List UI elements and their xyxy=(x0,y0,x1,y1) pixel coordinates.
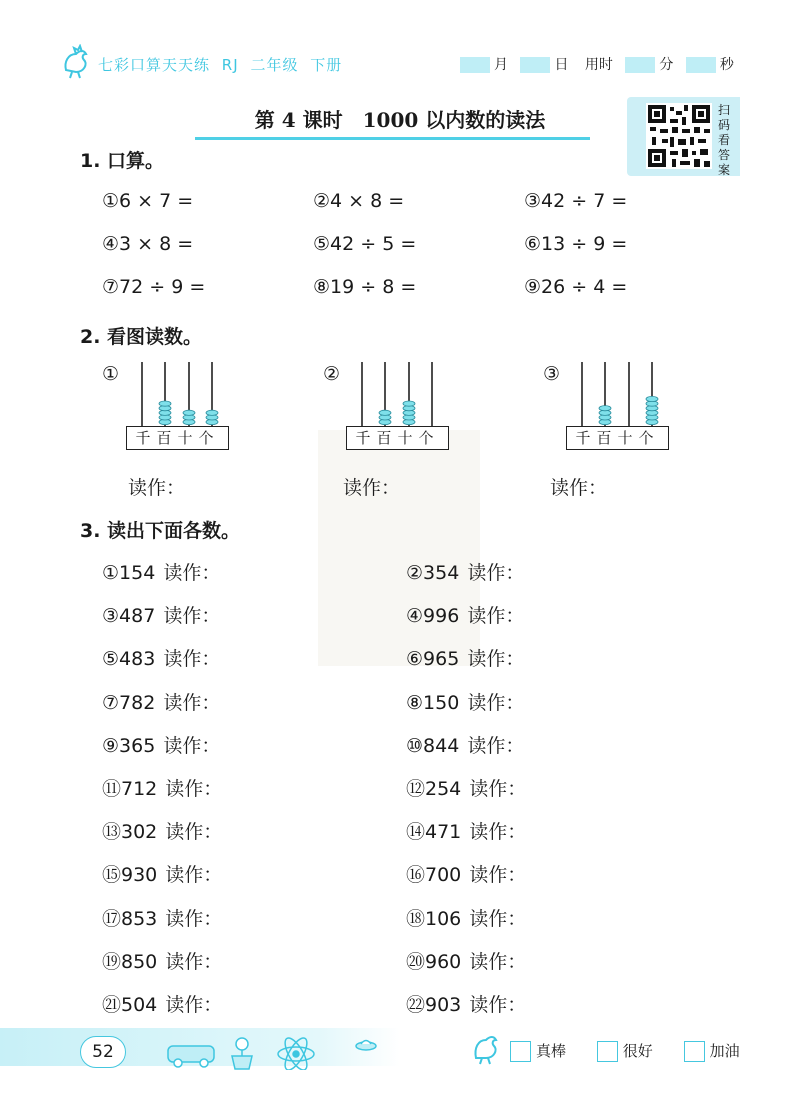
problem-8: ⑧19 ÷ 8 = xyxy=(313,276,417,298)
atom-icon xyxy=(278,1036,314,1070)
problem-1: ①6 × 7 = xyxy=(102,190,194,212)
second-label: 秒 xyxy=(719,57,734,73)
abacus-1-marker: ① xyxy=(102,363,120,385)
read-as-label: 读作： xyxy=(165,864,223,887)
number-value: ㉑504 xyxy=(102,994,158,1016)
number-reading-item xyxy=(406,817,526,844)
problem-5: ⑤42 ÷ 5 = xyxy=(313,233,417,255)
edition-label: RJ xyxy=(221,56,239,74)
number-value: ⑦782 xyxy=(102,691,156,714)
read-as-label: 读作： xyxy=(469,821,527,844)
second-box[interactable] xyxy=(686,57,716,73)
series-header xyxy=(98,54,348,75)
number-reading-item xyxy=(406,947,526,974)
read-as-label: 读作： xyxy=(469,950,527,973)
abacus-1-read-label: 读作： xyxy=(128,477,186,499)
number-reading-item xyxy=(406,601,524,628)
date-time-row xyxy=(460,54,742,74)
read-as-label: 读作： xyxy=(163,648,221,671)
number-reading-item xyxy=(406,688,524,715)
number-value: ⑫254 xyxy=(406,778,462,800)
day-box[interactable] xyxy=(520,57,550,73)
number-value: ④996 xyxy=(406,605,460,628)
abacus-bead xyxy=(159,401,171,406)
read-as-label: 读作： xyxy=(163,605,221,628)
number-value: ⑲850 xyxy=(102,950,158,973)
read-as-label: 读作： xyxy=(467,734,525,757)
abacus-bead xyxy=(599,406,611,411)
read-as-label: 读作： xyxy=(163,562,221,584)
number-value: ⑰853 xyxy=(102,907,158,930)
footer-decoration-icons xyxy=(166,1036,386,1070)
number-value: ①154 xyxy=(102,562,156,584)
number-reading-item xyxy=(102,860,222,887)
abacus-2-place-labels: 千百十个 xyxy=(346,426,449,450)
read-as-label: 读作： xyxy=(163,734,221,757)
number-reading-item xyxy=(406,774,526,801)
number-reading-item xyxy=(102,774,222,801)
rating-keep-going-checkbox[interactable] xyxy=(684,1041,705,1062)
number-reading-item xyxy=(406,731,524,758)
number-reading-item xyxy=(406,904,526,931)
ufo-icon xyxy=(356,1041,376,1051)
number-reading-item xyxy=(102,688,220,715)
lesson-title: 第 4 课时 1000 以内数的读法 xyxy=(254,108,546,132)
number-reading-item xyxy=(102,817,222,844)
number-value: ⑥965 xyxy=(406,648,460,671)
number-reading-item xyxy=(102,731,220,758)
read-as-label: 读作： xyxy=(165,994,223,1016)
rating-great[interactable] xyxy=(510,1042,566,1060)
number-value: ⑮930 xyxy=(102,864,158,887)
problem-4: ④3 × 8 = xyxy=(102,233,194,255)
problem-2: ②4 × 8 = xyxy=(313,190,405,212)
read-as-label: 读作： xyxy=(467,605,525,628)
number-value: ⑧150 xyxy=(406,691,460,714)
read-as-label: 读作： xyxy=(467,562,525,584)
abacus-2-read-label: 读作： xyxy=(343,477,401,499)
abacus-1-place-labels: 千百十个 xyxy=(126,426,229,450)
problem-9: ⑨26 ÷ 4 = xyxy=(524,276,628,298)
section-2-heading: 2. 看图读数。 xyxy=(80,326,203,348)
number-reading-item xyxy=(406,860,526,887)
number-value: ⑨365 xyxy=(102,734,156,757)
number-reading-item xyxy=(102,947,222,974)
number-value: ⑳960 xyxy=(406,950,462,973)
read-as-label: 读作： xyxy=(165,778,223,800)
number-reading-item xyxy=(406,990,526,1017)
read-as-label: 读作： xyxy=(467,648,525,671)
minute-label: 分 xyxy=(659,57,674,73)
section-1-heading: 1. 口算。 xyxy=(80,150,165,172)
number-reading-item xyxy=(102,558,220,585)
title-underline xyxy=(195,137,590,140)
number-value: ⑤483 xyxy=(102,648,156,671)
read-as-label: 读作： xyxy=(469,907,527,930)
read-as-label: 读作： xyxy=(165,907,223,930)
rooster-mascot-icon xyxy=(470,1030,502,1066)
day-label: 日 xyxy=(554,57,569,73)
grade-label: 二年级 xyxy=(250,56,299,74)
number-reading-item xyxy=(102,601,220,628)
number-value: ⑩844 xyxy=(406,734,460,757)
qr-caption: 扫码看答案 xyxy=(718,103,731,177)
number-reading-item xyxy=(406,558,524,585)
number-reading-item xyxy=(406,644,524,671)
minute-box[interactable] xyxy=(625,57,655,73)
rooster-logo-icon xyxy=(58,44,94,80)
number-value: ㉒903 xyxy=(406,994,462,1016)
read-as-label: 读作： xyxy=(469,778,527,800)
month-label: 月 xyxy=(494,57,508,73)
rating-good[interactable] xyxy=(597,1042,653,1060)
qr-code-icon[interactable] xyxy=(646,103,712,169)
term-label: 下册 xyxy=(310,56,343,74)
abacus-3-place-labels: 千百十个 xyxy=(566,426,669,450)
rating-keep-going[interactable] xyxy=(684,1042,740,1060)
abacus-bead xyxy=(206,410,218,415)
rating-keep-going-label: 加油 xyxy=(709,1042,740,1060)
read-as-label: 读作： xyxy=(165,950,223,973)
section-3-heading: 3. 读出下面各数。 xyxy=(80,520,241,542)
number-value: ⑬302 xyxy=(102,821,158,844)
number-value: ⑭471 xyxy=(406,821,462,844)
background-watermark xyxy=(318,430,480,666)
read-as-label: 读作： xyxy=(469,864,527,887)
page-number: 52 xyxy=(80,1036,126,1068)
abacus-bead xyxy=(379,410,391,415)
number-value: ⑱106 xyxy=(406,907,462,930)
rating-good-label: 很好 xyxy=(622,1042,653,1060)
abacus-2-marker: ② xyxy=(323,363,341,385)
abacus-bead xyxy=(646,396,658,401)
abacus-bead xyxy=(183,410,195,415)
read-as-label: 读作： xyxy=(163,691,221,714)
read-as-label: 读作： xyxy=(469,994,527,1016)
rating-great-label: 真棒 xyxy=(536,1042,567,1060)
bus-icon xyxy=(168,1046,214,1067)
series-title: 七彩口算天天练 xyxy=(98,56,211,74)
self-rating xyxy=(510,1040,766,1062)
number-value: ②354 xyxy=(406,562,460,584)
abacus-3-read-label: 读作： xyxy=(550,477,608,499)
read-as-label: 读作： xyxy=(467,691,525,714)
problem-3: ③42 ÷ 7 = xyxy=(524,190,628,212)
month-box[interactable] xyxy=(460,57,490,73)
flower-pot-icon xyxy=(232,1038,252,1069)
problem-7: ⑦72 ÷ 9 = xyxy=(102,276,206,298)
abacus-bead xyxy=(403,401,415,406)
read-as-label: 读作： xyxy=(165,821,223,844)
rating-great-checkbox[interactable] xyxy=(510,1041,531,1062)
number-value: ⑪712 xyxy=(102,778,158,800)
number-value: ③487 xyxy=(102,605,156,628)
time-label: 用时 xyxy=(584,57,613,73)
number-reading-item xyxy=(102,904,222,931)
number-reading-item xyxy=(102,990,222,1017)
rating-good-checkbox[interactable] xyxy=(597,1041,618,1062)
number-value: ⑯700 xyxy=(406,864,462,887)
problem-6: ⑥13 ÷ 9 = xyxy=(524,233,628,255)
abacus-3-marker: ③ xyxy=(543,363,561,385)
number-reading-item xyxy=(102,644,220,671)
